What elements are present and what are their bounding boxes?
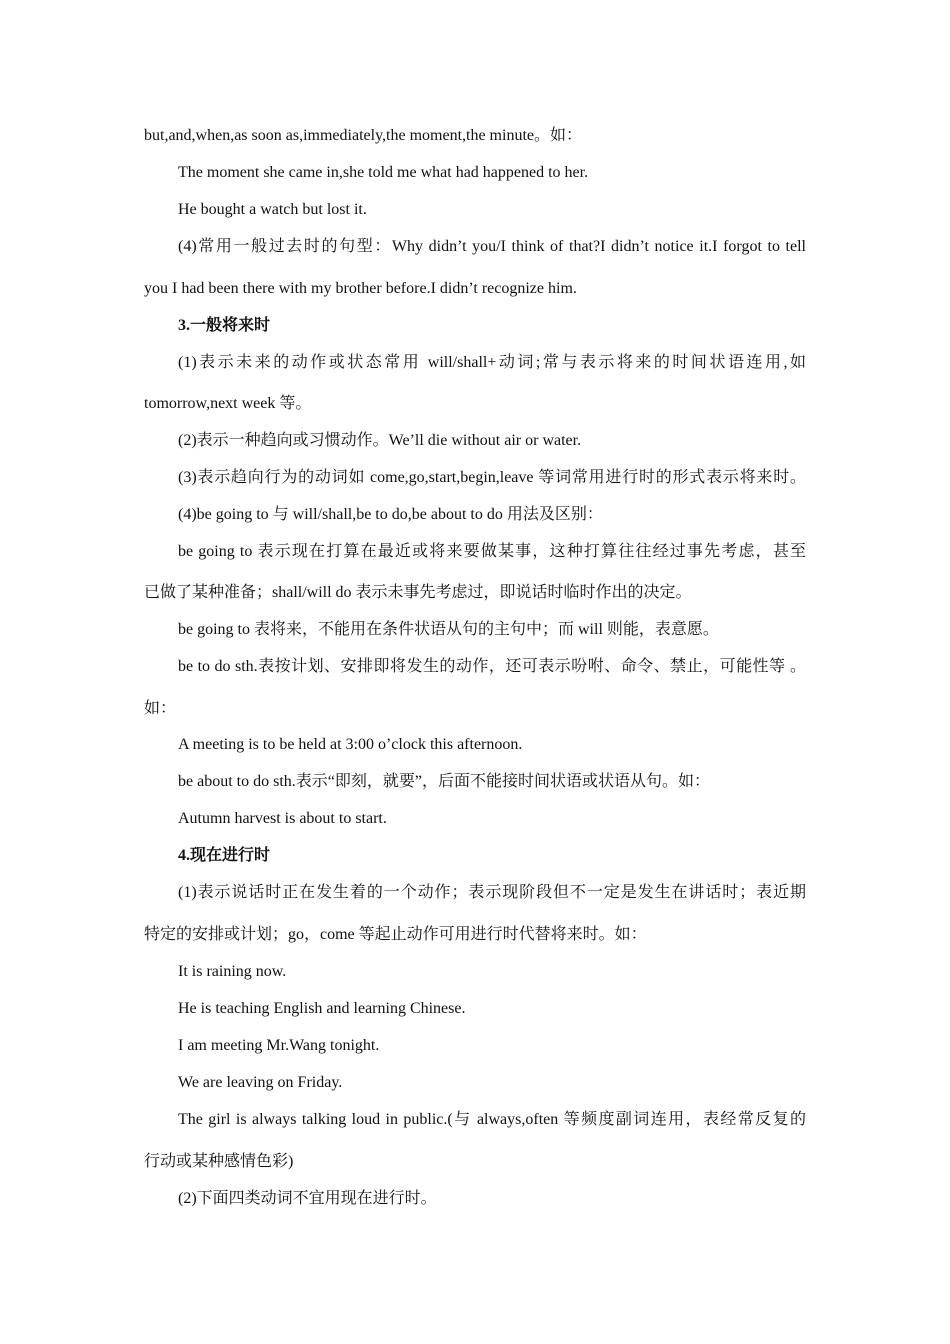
future-rule-3: (3)表示趋向行为的动词如 come,go,start,begin,leave 等词常用进行时的形式表示将来时。 <box>178 469 806 486</box>
be-going-to-explanation-continued: 已做了某种准备；shall/will do 表示未事先考虑过，即说话时临时作出的决定。 <box>144 584 692 601</box>
progressive-rule-2: (2)下面四类动词不宜用现在进行时。 <box>178 1190 437 1207</box>
text-line-1: but,and,when,as soon as,immediately,the moment,the minute。如： <box>144 127 582 144</box>
rule-4-past-patterns-continued: you I had been there with my brother before.I didn’t recognize him. <box>144 280 577 297</box>
future-rule-2: (2)表示一种趋向或习惯动作。We’ll die without air or water. <box>178 432 582 449</box>
future-rule-1: (1)表示未来的动作或状态常用 will/shall+动词;常与表示将来的时间状语连用,如 <box>178 354 806 371</box>
section-heading-simple-future: 3.一般将来时 <box>178 317 271 334</box>
be-to-do-explanation: be to do sth.表按计划、安排即将发生的动作，还可表示吩咐、命令、禁止，可能性等 。 <box>178 658 806 675</box>
example-sentence-6: He is teaching English and learning Chinese. <box>178 1000 466 1017</box>
future-rule-1-continued: tomorrow,next week 等。 <box>144 395 312 412</box>
progressive-rule-1: (1)表示说话时正在发生着的一个动作；表示现阶段但不一定是发生在讲话时；表近期 <box>178 884 806 901</box>
example-sentence-9-continued: 行动或某种感情色彩) <box>144 1153 294 1170</box>
example-sentence-3: A meeting is to be held at 3:00 o’clock this afternoon. <box>178 736 523 753</box>
example-sentence-4: Autumn harvest is about to start. <box>178 810 387 827</box>
example-sentence-5: It is raining now. <box>178 963 287 980</box>
section-heading-present-progressive: 4.现在进行时 <box>178 847 271 864</box>
be-going-to-explanation: be going to 表示现在打算在最近或将来要做某事，这种打算往往经过事先考虑，甚至 <box>178 543 806 560</box>
be-about-to-explanation: be about to do sth.表示“即刻，就要”，后面不能接时间状语或状语从句。如： <box>178 773 710 790</box>
example-sentence-7: I am meeting Mr.Wang tonight. <box>178 1037 380 1054</box>
be-going-to-condition-note: be going to 表将来，不能用在条件状语从句的主句中；而 will 则能，表意愿。 <box>178 621 719 638</box>
example-sentence-8: We are leaving on Friday. <box>178 1074 343 1091</box>
progressive-rule-1-continued: 特定的安排或计划；go，come 等起止动作可用进行时代替将来时。如： <box>144 926 647 943</box>
future-rule-4: (4)be going to 与 will/shall,be to do,be about to do 用法及区别： <box>178 506 603 523</box>
be-to-do-example-label: 如： <box>144 700 177 717</box>
rule-4-past-patterns: (4)常用一般过去时的句型：Why didn’t you/I think of that?I didn’t notice it.I forgot to tell <box>178 238 806 255</box>
example-sentence-1: The moment she came in,she told me what had happened to her. <box>178 164 589 181</box>
example-sentence-2: He bought a watch but lost it. <box>178 201 367 218</box>
example-sentence-9: The girl is always talking loud in public.(与 always,often 等频度副词连用，表经常反复的 <box>178 1111 806 1128</box>
